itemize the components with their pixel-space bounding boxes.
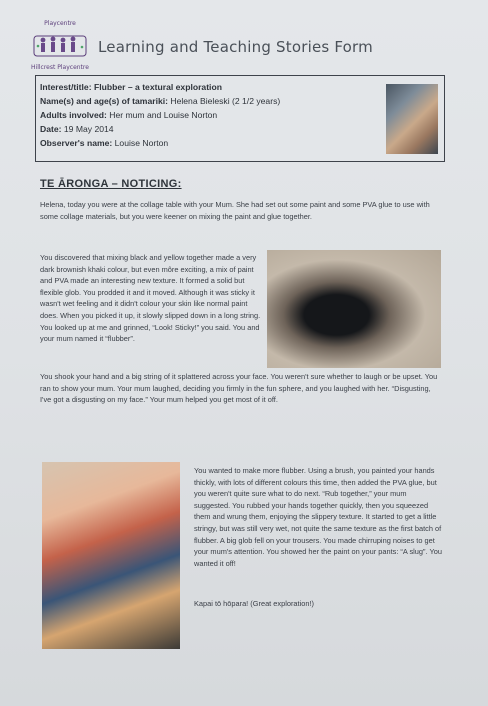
date-line [40, 124, 114, 134]
story-closing-line: Kapai tō hōpara! (Great exploration!) [194, 599, 314, 608]
names-label: Name(s) and age(s) of tamariki: [40, 96, 168, 106]
story-paragraph-3: You shook your hand and a big string of it splattered across your face. You weren't sure whether to laugh or be upset. You ran to show your mum. Your mum laughed, deciding you firmly in the fun sphere, and you laughed with her. “Disgusting, I've got a disgusting on my face.” Your mum helped you get most of it off. [40, 372, 438, 405]
child-painted-hands-photo [42, 462, 180, 649]
interest-value: Flubber – a textural exploration [93, 82, 222, 92]
children-figures-icon [30, 26, 90, 66]
adults-line [40, 110, 217, 120]
observer-line [40, 138, 168, 148]
adults-value: Her mum and Louise Norton [109, 110, 218, 120]
adults-label: Adults involved: [40, 110, 107, 120]
logo-bottom-text: Hillcrest Playcentre [31, 64, 89, 71]
names-value: Helena Bieleski (2 1/2 years) [170, 96, 281, 106]
interest-label: Interest/title: [40, 82, 92, 92]
observer-value: Louise Norton [114, 138, 169, 148]
story-paragraph-1: Helena, today you were at the collage table with your Mum. She had set out some paint and some PVA glue to use with some collage materials, but you were keener on mixing the paint and glue together. [40, 200, 430, 221]
info-box [35, 75, 445, 162]
interest-line [40, 82, 222, 92]
child-portrait-photo [386, 84, 438, 154]
story-paragraph-4: You wanted to make more flubber. Using a brush, you painted your hands thickly, with lots of different colours this time, then added the PVA glue, but you weren't quite sure what to do next. “Rub together,” your mum suggested. You rubbed your hands together quickly, then you squeezed them and wrung them, enjoying the slippery texture. It started to get a little stringy, but was still very wet, not quite the same texture as the first batch of flubber. A big glob fell on your trousers. You made chirruping noises to get your mum's attention. You showed her the paint on your pants: “A slug”. You wanted it off! [194, 466, 442, 568]
section-heading: TE ĀRONGA – NOTICING: [40, 178, 182, 190]
observer-label: Observer's name: [40, 138, 113, 148]
form-title: Learning and Teaching Stories Form [98, 38, 373, 56]
date-label: Date: [40, 124, 62, 134]
logo-top-text: Playcentre [44, 20, 76, 27]
flubber-glob-photo [267, 250, 441, 368]
date-value: 19 May 2014 [63, 124, 114, 134]
story-paragraph-2: You discovered that mixing black and yellow together made a very dark brownish khaki colour, but even môre exciting, a mix of paint and PVA made an interesting new texture. It formed a solid but flexible glob. You prodded it and it moved. Although it was sticky it wasn't wet feeling and it didn't colour your skin like normal paint does. When you picked it up, it slowly slipped down in a long string. You looked up at me and grinned, “Look! Sticky!” you said. You and your mum named it “flubber”. [40, 253, 261, 344]
names-line [40, 96, 280, 106]
playcentre-logo [30, 20, 90, 74]
